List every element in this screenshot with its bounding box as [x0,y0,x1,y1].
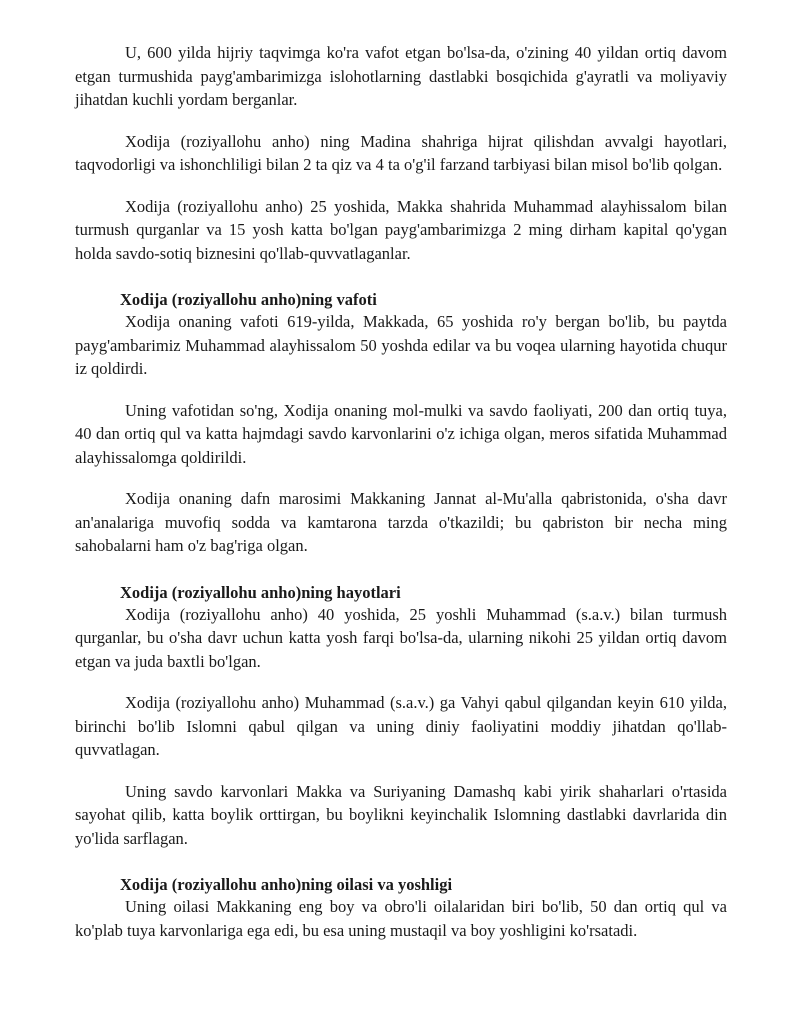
paragraph: Xodija (roziyallohu anho) Muhammad (s.a.v.) ga Vahyi qabul qilgandan keyin 610 yilda, birinchi bo'lib Islomni qabul qilgan va uning diniy faoliyatini moddiy jihatdan qo'llab-quvvatlagan. [75,693,727,759]
document-page [75,41,727,960]
paragraph: Xodija (roziyallohu anho) ning Madina shahriga hijrat qilishdan avvalgi hayotlari, taqvodorligi va ishonchliligi bilan 2 ta qiz va 4 ta o'g'il farzand tarbiyasi bilan misol bo'lib qolgan. [75,131,727,174]
paragraph: Uning savdo karvonlari Makka va Suriyaning Damashq kabi yirik shaharlari o'rtasida sayohat qilib, katta boylik orttirgan, bu boylikni keyinchalik Islomning dastlabki davrlarida din yo'lida sarflagan. [75,781,727,848]
section-heading: Xodija (roziyallohu anho)ning oilasi va yoshligi [120,875,453,894]
paragraph: Uning vafotidan so'ng, Xodija onaning mol-mulki va savdo faoliyati, 200 dan ortiq tuya, 40 dan ortiq qul va katta hajmdagi savdo karvonlarini o'z ichiga olgan, meros sifatida Muhammad alayhissalomga qoldirildi. [75,400,727,467]
paragraph: Uning oilasi Makkaning eng boy va obro'li oilalaridan biri bo'lib, 50 dan ortiq qul va ko'plab tuya karvonlariga ega edi, bu esa uning mustaqil va boy yoshligini ko'rsatadi. [75,897,727,940]
section-oilasi [75,874,727,942]
paragraph: Xodija (roziyallohu anho) 40 yoshida, 25 yoshli Muhammad (s.a.v.) bilan turmush qurganlar, bu o'sha davr uchun katta yosh farqi bo'lsa-da, ularning nikohi 25 yildan ortiq davom etgan va juda baxtli bo'lgan. [75,604,727,671]
paragraph: Xodija onaning dafn marosimi Makkaning Jannat al-Mu'alla qabristonida, o'sha davr an'analariga muvofiq sodda va kamtarona tarzda o'tkazildi; bu qabriston bir necha ming sahobalarni ham o'z bag'riga olgan. [75,489,727,555]
section-hayotlari [75,582,727,851]
section-heading: Xodija (roziyallohu anho)ning vafoti [120,290,377,309]
section-vafoti [75,289,727,558]
paragraph: Xodija onaning vafoti 619-yilda, Makkada, 65 yoshida ro'y bergan bo'lib, bu paytda payg'ambarimiz Muhammad alayhissalom 50 yoshda edilar va bu voqea ularning hayotida chuqur iz qoldirdi. [75,312,727,378]
paragraph: Xodija (roziyallohu anho) 25 yoshida, Makka shahrida Muhammad alayhissalom bilan turmush qurganlar va 15 yosh katta bo'lgan payg'ambarimizga 2 ming dirham kapital qo'ygan holda savdo-sotiq biznesini qo'llab-quvvatlaganlar. [75,196,727,263]
section-heading: Xodija (roziyallohu anho)ning hayotlari [120,582,401,602]
paragraph: U, 600 yilda hijriy taqvimga ko'ra vafot etgan bo'lsa-da, o'zining 40 yildan ortiq davom etgan turmushida payg'ambarimizga islohotlarning dastlabki bosqichida g'ayratli va moliyaviy jihatdan kuchli yordam berganlar. [75,43,727,109]
